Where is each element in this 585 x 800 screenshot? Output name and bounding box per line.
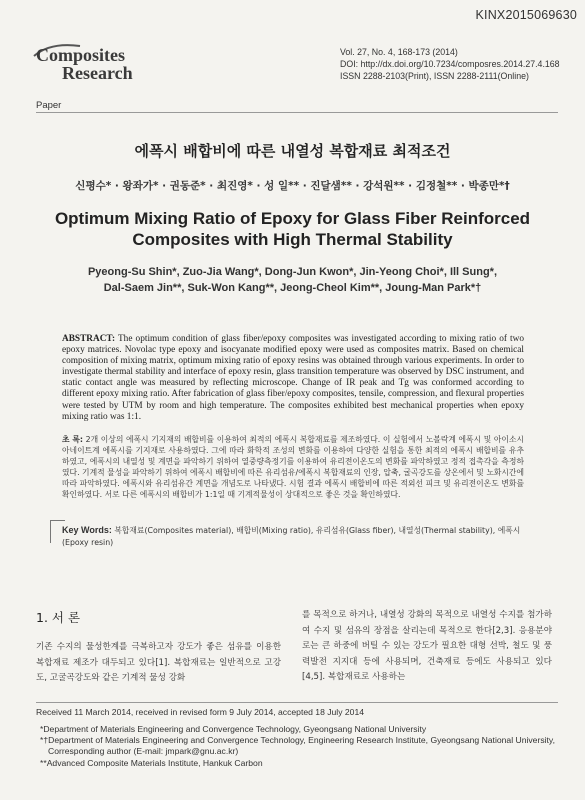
abstract-text: The optimum condition of glass fiber/epoxy composites was investigated according to mixing ratio of two epoxy matrices. Novolac type epoxy and isocyanate modified epoxy were used as composites matrix. Based on chemical composition of mixing matrix, optimum mixing ratio of epoxy resins was obtained through various experiments. In order to investigate thermal stability and interface of epoxy resin, glass transition temperature was observed by DSC instrument, and static contact angle was measured by reflecting microscope. Change of IR peak and Tg was conformed according to different epoxy mixing ratio. After fabrication of glass fiber/epoxy composites, tensile, compression, and flexural properties were tested by UTM by room and high temperature. The composites exhibited best mechanical properties when epoxy mixing ratio was 1:1. <box>62 334 525 422</box>
affiliation-line: **Advanced Composite Materials Institute, Hankuk Carbon <box>40 757 263 768</box>
body-column-right: 를 목적으로 하거나, 내열성 강화의 목적으로 내열성 수지를 첨가하여 수지 및 섬유의 장점을 살리는데 목적으로 한다[2,3]. 응용분야로는 큰 하중에 버틸 수 있는 강도가 필요한 대형 선박, 철도 및 풍력발전 지지대 등에 사용되며, 건축재료 등에도 사용되고 있다[4,5]. 복합재료로 사용하는 <box>302 610 552 682</box>
journal-name-line1: Composites <box>36 45 125 65</box>
authors-english-line: Dal-Saem Jin**, Suk-Won Kang**, Jeong-Cheol Kim**, Joung-Man Park*† <box>103 282 482 294</box>
document-id-stamp: KINX2015069630 <box>475 8 577 22</box>
article-type-label: Paper <box>36 100 62 111</box>
body-column-left: 기존 수지의 물성한계를 극복하고자 강도가 좋은 섬유를 이용한 복합재료 제조가 대두되고 있다[1]. 복합재료는 일반적으로 고강도, 고굴곡강도와 같은 기계적 물성 강화 <box>36 642 281 683</box>
corresponding-author: Corresponding author (E-mail: jmpark@gnu.ac.kr) <box>48 746 239 757</box>
volume-info: Vol. 27, No. 4, 168-173 (2014) <box>340 47 458 57</box>
affiliation-line: *Department of Materials Engineering and Convergence Technology, Gyeongsang National University <box>40 724 427 734</box>
journal-logo <box>36 46 156 82</box>
abstract-korean <box>62 434 524 501</box>
authors-korean: 신평수* · 왕좌가* · 권동준* · 최진영* · 성 일** · 진달샘** · 강석원** · 김정철** · 박종만*† <box>75 180 510 192</box>
keywords <box>62 524 524 549</box>
section-heading-introduction: 1. 서 론 <box>36 610 81 625</box>
doi-link[interactable]: DOI: http://dx.doi.org/10.7234/composres.2014.27.4.168 <box>340 59 560 69</box>
received-dates: Received 11 March 2014, received in revised form 9 July 2014, accepted 18 July 2014 <box>36 707 365 717</box>
abstract-ko-text: 2개 이상의 에폭시 기지재의 배합비를 이용하여 최적의 에폭시 복합재료를 제조하였다. 이 실험에서 노볼락계 에폭시 및 아이소시아네이트계 에폭시를 기지재로 사용하였다. 그에 따라 화학적 조성의 변화를 이용하여 다양한 실험을 통한 최적의 에폭시 배합비를 유추하였고, 에폭시의 내열성 및 계면을 파악하기 위하여 열중량측정기를 이용하여 유리전이온도의 변화를 파악하였고 정적 접촉각을 측정하였다. 기계적 물성을 파악하기 위하여 에폭시 배합비에 따른 유리섬유/에폭시 복합재료의 인장, 압축, 굴곡강도를 상온에서 및 노화시간에 따라 파악하였다. 에폭시와 유리섬유간 계면을 개념도로 나타냈다. 시험 결과 에폭시 배합비에 따른 적외선 피크 및 유리전이온도 변화를 확인하였다. 서로 다른 에폭시의 배합비가 1:1일 때 기계적물성이 상대적으로 좋은 것을 확인하였다. <box>62 435 525 500</box>
authors-english <box>40 264 545 296</box>
abstract-ko-label: 초 록: <box>62 435 84 444</box>
keywords-text: 복합재료(Composites material), 배합비(Mixing ratio), 유리섬유(Glass fiber), 내열성(Thermal stability), 에폭시(Epoxy resin) <box>62 526 521 547</box>
authors-english-line: Pyeong-Su Shin*, Zuo-Jia Wang*, Dong-Jun Kwon*, Jin-Yeong Choi*, Ill Sung*, <box>87 266 498 278</box>
journal-meta <box>340 46 560 82</box>
footnote-divider <box>36 702 558 703</box>
issn-info: ISSN 2288-2103(Print), ISSN 2288-2111(Online) <box>340 71 529 81</box>
abstract-label: ABSTRACT: <box>62 334 116 344</box>
journal-name-line2: Research <box>62 63 133 83</box>
keywords-label: Key Words: <box>62 525 112 535</box>
title-korean: 에폭시 배합비에 따른 내열성 복합재료 최적조건 <box>134 142 451 160</box>
header-divider <box>36 112 558 113</box>
title-english: Optimum Mixing Ratio of Epoxy for Glass Fiber Reinforced Composites with High Thermal Stability <box>54 209 531 249</box>
affiliations <box>40 724 560 769</box>
affiliation-line: *†Department of Materials Engineering and Convergence Technology, Engineering Research Institute, Gyeongsang National University, <box>40 735 555 746</box>
abstract-english <box>62 334 524 423</box>
